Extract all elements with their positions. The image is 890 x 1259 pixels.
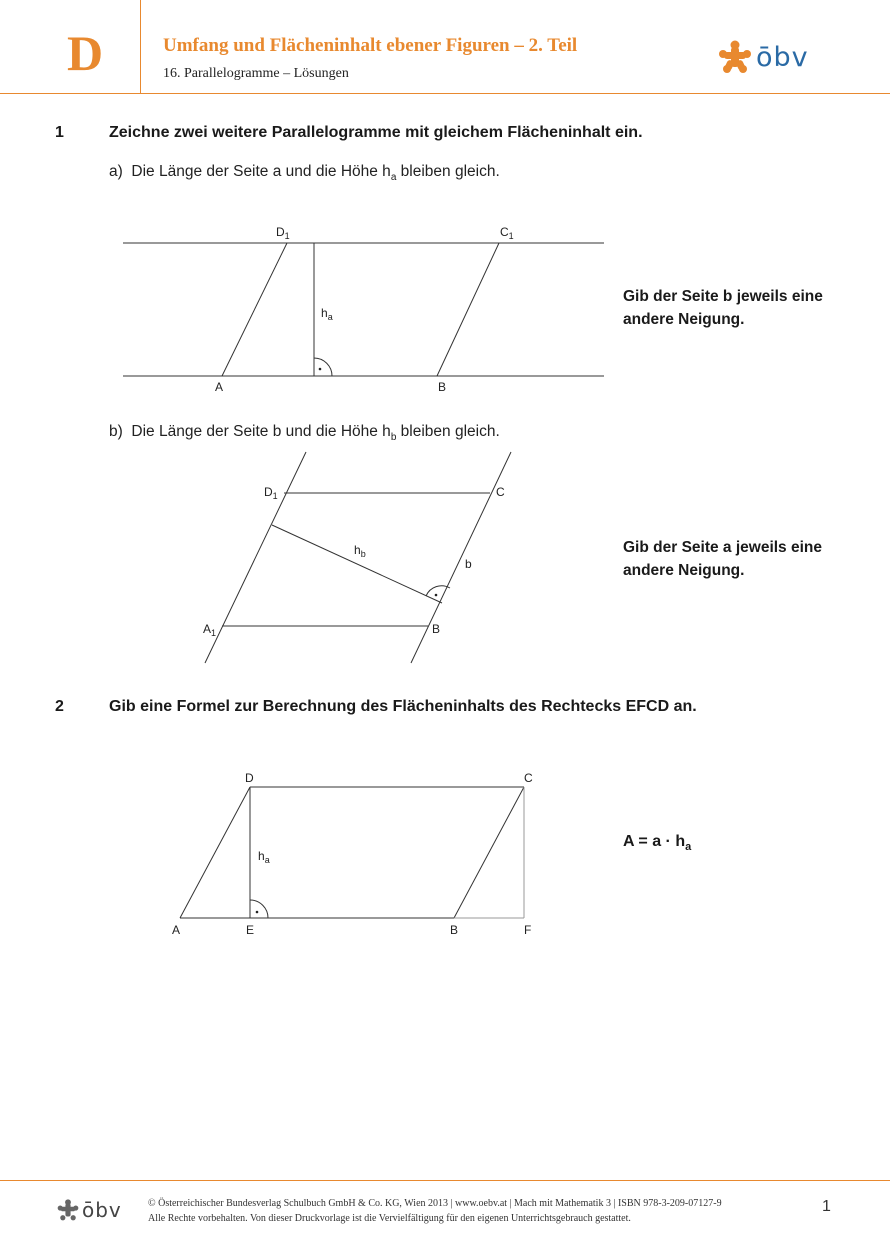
task-1b-text-end: bleiben gleich.	[396, 423, 500, 440]
figure-2	[180, 787, 524, 918]
label-d1: $D_1$	[276, 225, 290, 241]
footer-divider	[0, 1180, 890, 1181]
label-b-2: B	[450, 923, 459, 937]
label-ha-2: $h_a$	[258, 849, 270, 865]
footer-logo-text: ōbv	[82, 1198, 122, 1222]
label-a: A	[215, 380, 224, 394]
label-a1-b: $A_1$	[203, 622, 217, 638]
task-1a-text-end: bleiben gleich.	[396, 163, 500, 180]
right-angle-arc	[314, 358, 332, 376]
star-logo-icon	[57, 1199, 79, 1221]
footer-line2: Alle Rechte vorbehalten. Von dieser Druckvorlage ist die Vervielfältigung für den eigenen Unterrichtsgebrauch gestattet.	[148, 1213, 631, 1224]
section-letter: D	[67, 25, 104, 81]
task-1b-hint-line1: Gib der Seite a jeweils eine	[623, 539, 823, 556]
task-2-number: 2	[55, 698, 64, 715]
task-1a-subscript: a	[390, 172, 397, 184]
label-f-2: F	[524, 923, 532, 937]
footer-logo	[57, 1199, 122, 1221]
footer-line1: © Österreichischer Bundesverlag Schulbuch GmbH & Co. KG, Wien 2013 | www.oebv.at | Mach mit Mathematik 3 | ISBN 978-3-209-07127-9	[148, 1198, 722, 1209]
label-side-b: b	[465, 557, 472, 571]
side-bc	[454, 787, 524, 918]
height-hb	[272, 525, 442, 603]
task-1a-label: a)	[109, 163, 123, 180]
page-subtitle: 16. Parallelogramme – Lösungen	[163, 66, 349, 81]
side-b-c1	[437, 243, 499, 376]
task-1-text: Zeichne zwei weitere Parallelogramme mit gleichem Flächeninhalt ein.	[109, 124, 643, 141]
task-2-answer-sub: a	[685, 841, 692, 854]
task-1a-hint	[623, 285, 823, 331]
label-d1-b: $D_1$	[264, 485, 278, 501]
logo-text: ōbv	[756, 41, 809, 73]
label-a-2: A	[172, 923, 181, 937]
task-1b-hint-line2: andere Neigung.	[623, 562, 745, 579]
parallel-line-left	[205, 452, 306, 663]
side-a-d1	[222, 243, 287, 376]
task-1b-text: Die Länge der Seite b und die Höhe h	[131, 423, 391, 440]
right-angle-arc-2	[250, 900, 268, 918]
task-1a-hint-line2: andere Neigung.	[623, 311, 745, 328]
label-hb: $h_b$	[354, 543, 366, 559]
task-1b-subscript: b	[390, 432, 397, 444]
right-angle-dot	[319, 368, 322, 371]
label-ha: $h_a$	[321, 306, 333, 322]
task-2-answer	[623, 830, 691, 859]
task-1-number: 1	[55, 124, 64, 141]
label-c1: $C_1$	[500, 225, 514, 241]
label-b: B	[438, 380, 447, 394]
right-angle-dot-2	[256, 911, 259, 914]
page-title: Umfang und Flächeninhalt ebener Figuren – 2. Teil	[163, 35, 578, 56]
task-1b-hint	[623, 536, 822, 582]
parallel-line-right	[411, 452, 511, 663]
side-ad	[180, 787, 250, 918]
figure-1a	[123, 243, 604, 376]
task-1b-instruction	[109, 423, 500, 443]
task-1a-hint-line1: Gib der Seite b jeweils eine	[623, 288, 823, 305]
label-d-2: D	[245, 771, 254, 785]
label-e-2: E	[246, 923, 255, 937]
task-1b-label: b)	[109, 423, 123, 440]
label-c-2: C	[524, 771, 533, 785]
task-2-answer-main: A = a · h	[623, 833, 686, 850]
page-number: 1	[822, 1198, 831, 1215]
label-c-b: C	[496, 485, 505, 499]
task-1a-text: Die Länge der Seite a und die Höhe h	[131, 163, 391, 180]
footer-copyright	[148, 1196, 722, 1226]
right-angle-dot-b	[435, 594, 438, 597]
task-2-text: Gib eine Formel zur Berechnung des Flächeninhalts des Rechtecks EFCD an.	[109, 698, 697, 715]
label-b-b: B	[432, 622, 441, 636]
